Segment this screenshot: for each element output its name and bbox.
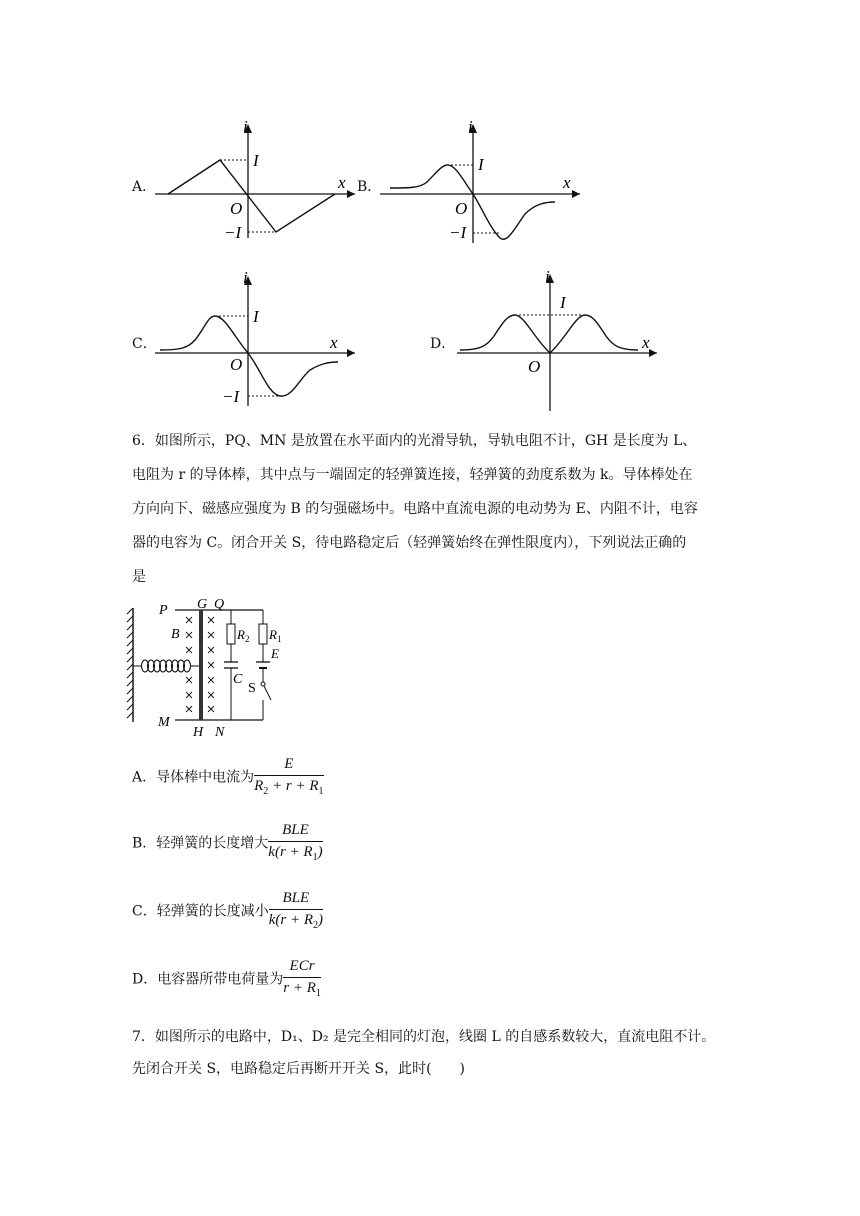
svg-text:R2: $R_2$	[237, 627, 250, 644]
svg-text:C: C	[233, 672, 243, 687]
q6-line4: 器的电容为 C。闭合开关 S，待电路稳定后（轻弹簧始终在弹性限度内），下列说法正确的	[132, 535, 687, 551]
svg-text:−I: −I	[449, 223, 467, 242]
option-b-label: B．	[357, 179, 382, 195]
svg-text:M: M	[158, 715, 170, 730]
svg-text:i: i	[243, 268, 248, 287]
svg-text:x: x	[563, 173, 571, 192]
axis-i-label: i	[243, 118, 248, 136]
svg-text:E: E	[271, 646, 279, 661]
q7-line2: 先闭合开关 S，电路稳定后再断开开关 S，此时( )	[132, 1061, 466, 1077]
q6-option-b: B．轻弹簧的长度增大 $\frac{\text{BLE}}{k(r + R_1)}$	[132, 822, 323, 863]
q6-option-a: A．导体棒中电流为 $\frac{E}{R_2 + r + R_1}$	[132, 756, 324, 797]
q6-circuit-figure	[125, 596, 295, 738]
svg-text:i: i	[545, 268, 550, 286]
graph-a	[150, 118, 365, 243]
q6-line3: 方向向下、磁感应强度为 B 的匀强磁场中。电路中直流电源的电动势为 E、内阻不计，电容	[132, 501, 698, 517]
graph-d	[452, 268, 667, 413]
svg-text:O: O	[230, 355, 243, 374]
svg-text:I: I	[253, 307, 259, 326]
svg-text:x: x	[642, 333, 650, 352]
origin-label: O	[230, 199, 243, 218]
option-c-label: C．	[132, 336, 157, 352]
svg-text:H: H	[193, 725, 204, 738]
svg-text:O: O	[528, 357, 541, 376]
svg-text:Q: Q	[214, 597, 225, 612]
svg-text:B: B	[171, 627, 180, 642]
q6-option-d: D．电容器所带电荷量为 $\frac{\text{ECr}}{r + R_1}$	[132, 958, 321, 999]
svg-text:I: I	[560, 293, 566, 312]
q6-line1: 6．如图所示，PQ、MN 是放置在水平面内的光滑导轨，导轨电阻不计，GH 是长度为 L、	[132, 433, 697, 449]
svg-text:R1: $R_1$	[269, 627, 282, 644]
svg-text:x: x	[330, 333, 338, 352]
svg-text:N: N	[215, 725, 225, 738]
q7-line1: 7．如图所示的电路中，D₁、D₂ 是完全相同的灯泡，线圈 L 的自感系数较大，直流电阻不计。	[132, 1029, 716, 1045]
level-i-label: I	[253, 151, 259, 170]
svg-text:P: P	[159, 603, 168, 618]
svg-text:−I: −I	[222, 387, 240, 406]
svg-text:i: i	[468, 118, 473, 136]
level-neg-i-label: −I	[224, 223, 242, 242]
svg-text:O: O	[455, 199, 468, 218]
q6-line2: 电阻为 r 的导体棒，其中点与一端固定的轻弹簧连接，轻弹簧的劲度系数为 k。导体棒处在	[132, 467, 693, 483]
svg-text:G: G	[197, 597, 208, 612]
q6-line5: 是	[132, 569, 146, 585]
option-a-label: A．	[132, 179, 157, 195]
svg-text:I: I	[478, 155, 484, 174]
svg-text:S: S	[248, 681, 256, 696]
option-d-label: D．	[430, 336, 456, 352]
axis-x-label: x	[338, 173, 346, 192]
graph-c	[150, 268, 365, 408]
q6-option-c: C．轻弹簧的长度减小 $\frac{\text{BLE}}{k(r + R_2)}$	[132, 890, 323, 931]
graph-b	[375, 118, 590, 248]
